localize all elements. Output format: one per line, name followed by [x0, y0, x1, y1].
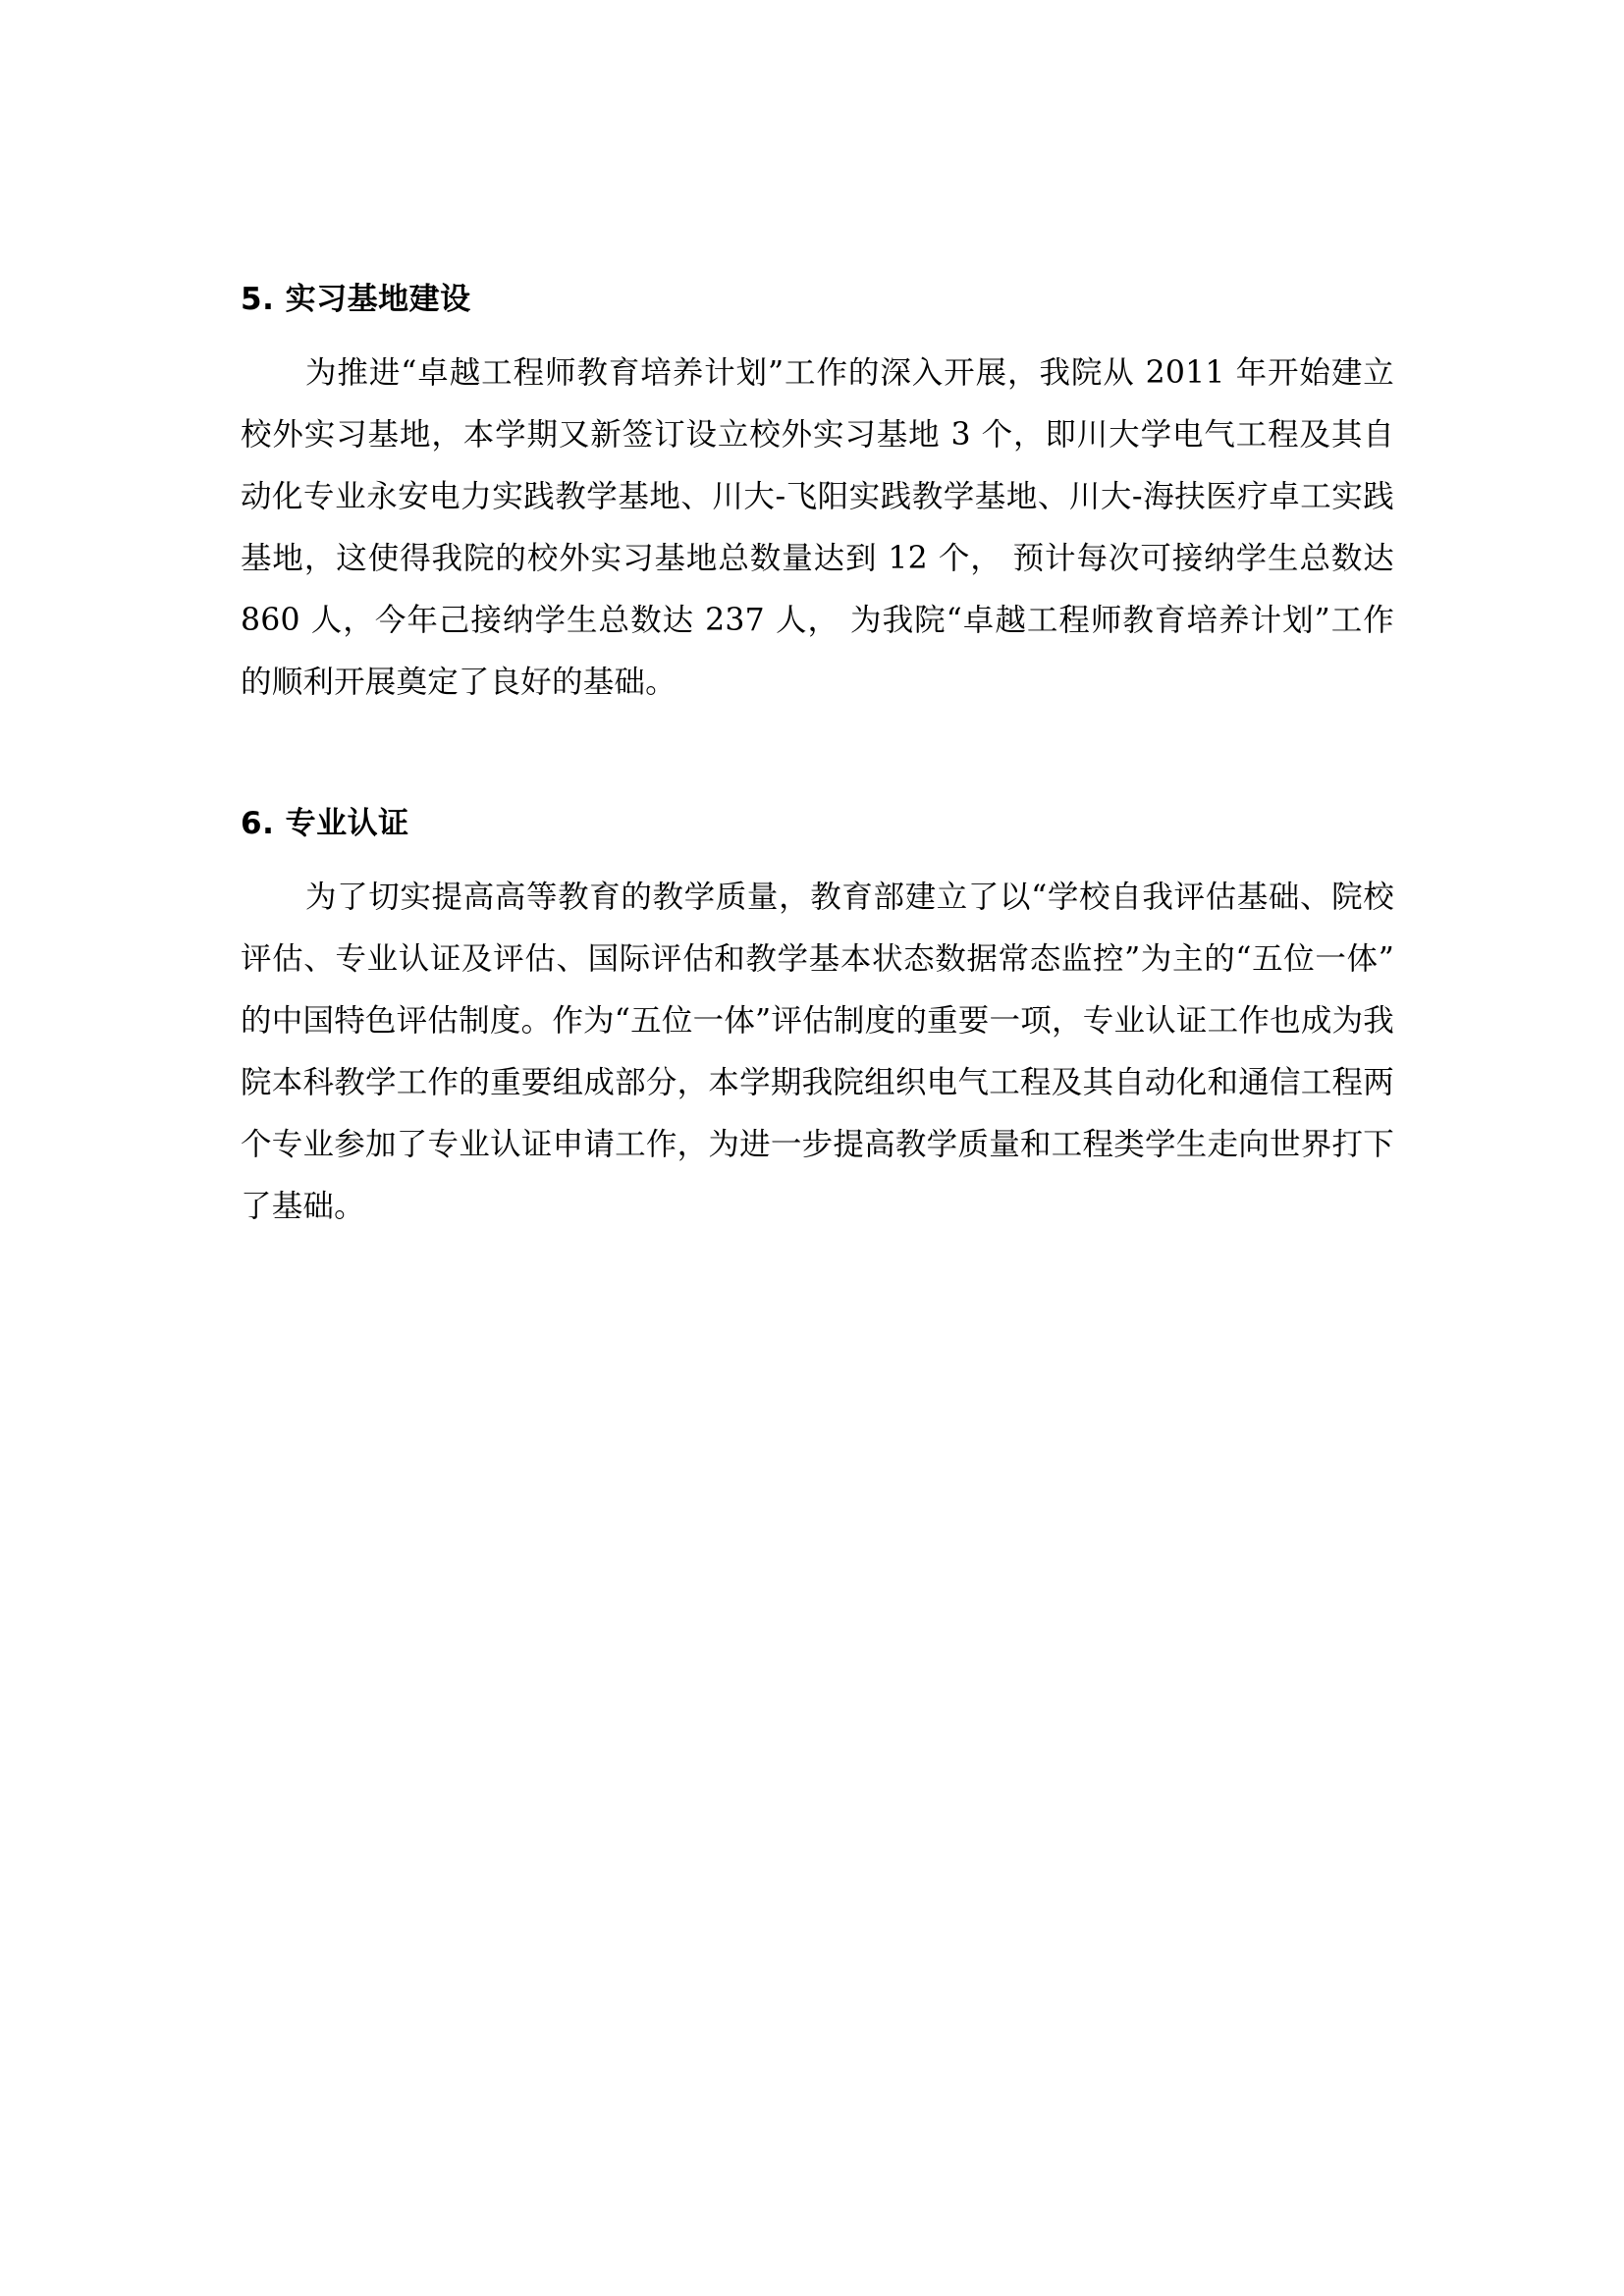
section-professional-accreditation — [241, 804, 1394, 1238]
section-internship-base — [241, 280, 1394, 714]
section-paragraph-professional-accreditation: 为了切实提高高等教育的教学质量，教育部建立了以“学校自我评估基础、院校评估、专业认证及评估、国际评估和教学基本状态数据常态监控”为主的“五位一体”的中国特色评估制度。作为“五位一体”评估制度的重要一项，专业认证工作也成为我院本科教学工作的重要组成部分，本学期我院组织电气工程及其自动化和通信工程两个专业参加了专业认证申请工作，为进一步提高教学质量和工程类学生走向世界打下了基础。 — [241, 879, 1394, 1224]
section-heading-internship-base: 5. 实习基地建设 — [241, 282, 471, 317]
section-spacer — [241, 714, 1394, 804]
section-heading-professional-accreditation: 6. 专业认证 — [241, 805, 409, 841]
section-paragraph-internship-base: 为推进“卓越工程师教育培养计划”工作的深入开展，我院从 2011 年开始建立校外实习基地，本学期又新签订设立校外实习基地 3 个，即川大学电气工程及其自动化专业永安电力实践教学基地、川大-飞阳实践教学基地、川大-海扶医疗卓工实践基地，这使得我院的校外实习基地总数量达到 12 个， 预计每次可接纳学生总数达 860 人，今年己接纳学生总数达 237 人， 为我院“卓越工程师教育培养计划”工作的顺利开展奠定了良好的基础。 — [241, 354, 1394, 700]
document-body — [241, 280, 1394, 1238]
